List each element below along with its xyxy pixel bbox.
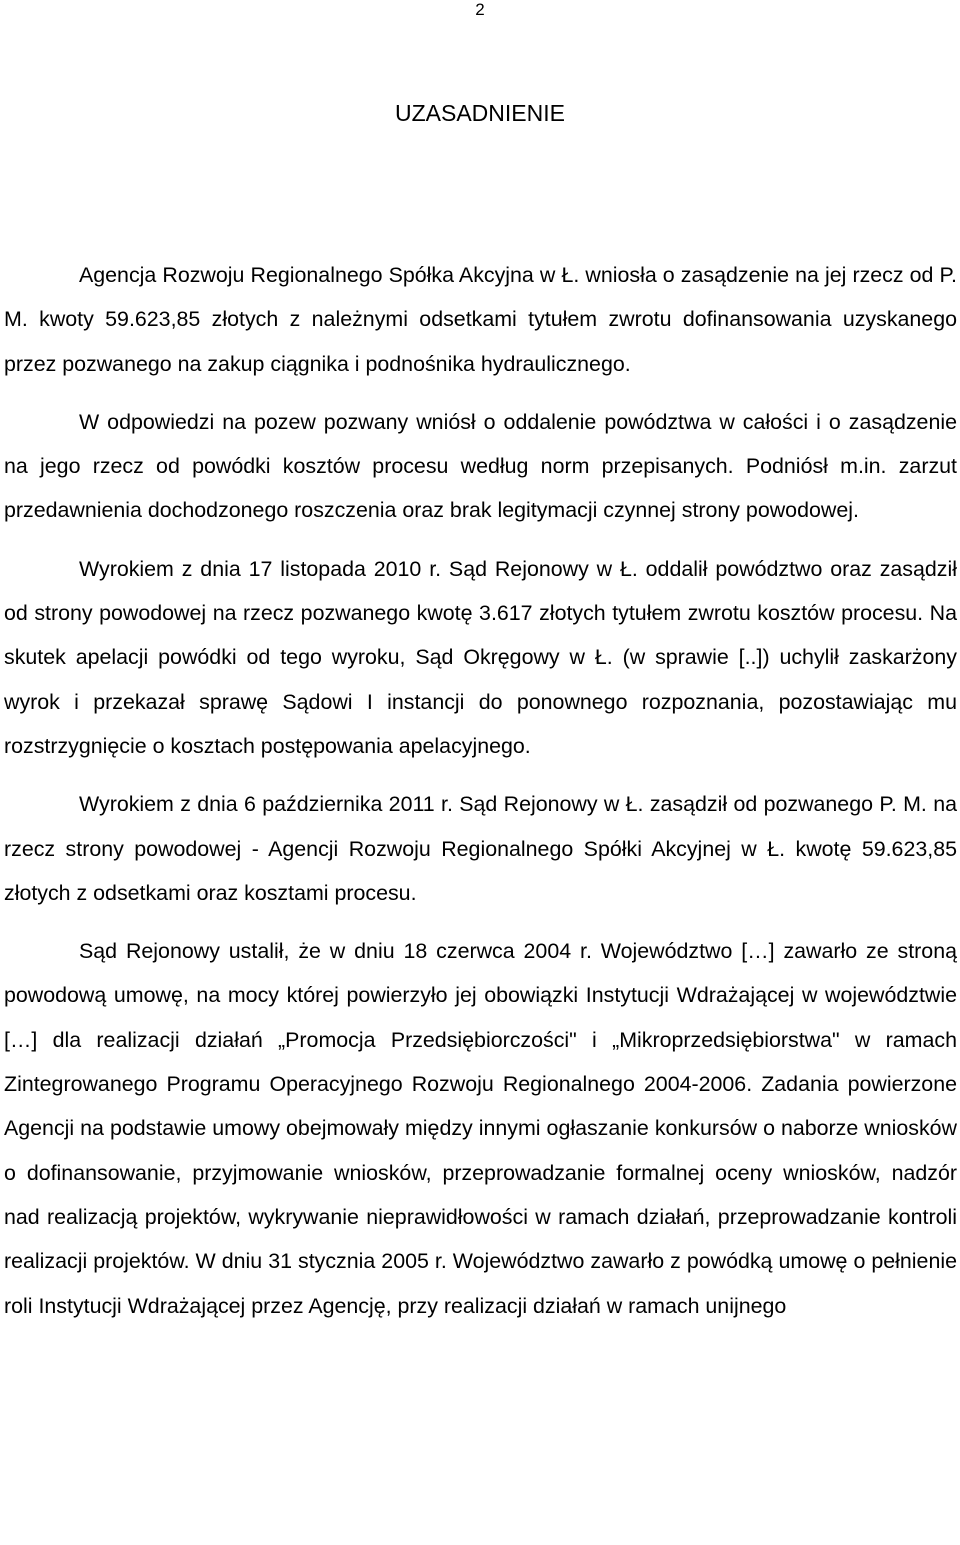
paragraph-second-judgment: Wyrokiem z dnia 6 października 2011 r. Sąd Rejonowy w Ł. zasądził od pozwanego P. M. na rzecz strony powodowej - Agencji Rozwoju Regionalnego Spółki Akcyjnej w Ł. kwotę 59.623,85 złotych z odsetkami oraz kosztami procesu.: [4, 792, 957, 905]
paragraph-defense-response: W odpowiedzi na pozew pozwany wniósł o oddalenie powództwa w całości i o zasądzenie na jego rzecz od powódki kosztów procesu według norm przepisanych. Podniósł m.in. zarzut przedawnienia dochodzonego roszczenia oraz brak legitymacji czynnej strony powodowej.: [4, 409, 957, 523]
page-number: 2: [475, 0, 485, 19]
paragraph-first-judgment: Wyrokiem z dnia 17 listopada 2010 r. Sąd Rejonowy w Ł. oddalił powództwo oraz zasądził od strony powodowej na rzecz pozwanego kwotę 3.617 złotych tytułem zwrotu kosztów procesu. Na skutek apelacji powódki od tego wyroku, Sąd Okręgowy w Ł. (w sprawie [..]) uchylił zaskarżony wyrok i przekazał sprawę Sądowi I instancji do ponownego rozpoznania, pozostawiając mu rozstrzygnięcie o kosztach postępowania apelacyjnego.: [4, 556, 957, 758]
paragraph-court-findings: Sąd Rejonowy ustalił, że w dniu 18 czerwca 2004 r. Województwo […] zawarło ze stroną powodową umowę, na mocy której powierzyło jej obowiązki Instytucji Wdrażającej w województwie […] dla realizacji działań „Promocja Przedsiębiorczości" i „Mikroprzedsiębiorstwa" w ramach Zintegrowanego Programu Operacyjnego Rozwoju Regionalnego 2004-2006. Zadania powierzone Agencji na podstawie umowy obejmowały między innymi ogłaszanie konkursów o naborze wniosków o dofinansowanie, przyjmowanie wniosków, przeprowadzanie formalnej oceny wniosków, nadzór nad realizacją projektów, wykrywanie nieprawidłowości w ramach działań, przeprowadzanie kontroli realizacji projektów. W dniu 31 stycznia 2005 r. Województwo zawarło z powódką umowę o pełnienie roli Instytucji Wdrażającej przez Agencję, przy realizacji działań w ramach unijnego: [4, 939, 957, 1318]
document-heading: UZASADNIENIE: [395, 100, 565, 126]
document-body: [4, 253, 957, 1328]
paragraph-claim: Agencja Rozwoju Regionalnego Spółka Akcyjna w Ł. wniosła o zasądzenie na jej rzecz od P. M. kwoty 59.623,85 złotych z należnymi odsetkami tytułem zwrotu dofinansowania uzyskanego przez pozwanego na zakup ciągnika i podnośnika hydraulicznego.: [4, 263, 957, 376]
